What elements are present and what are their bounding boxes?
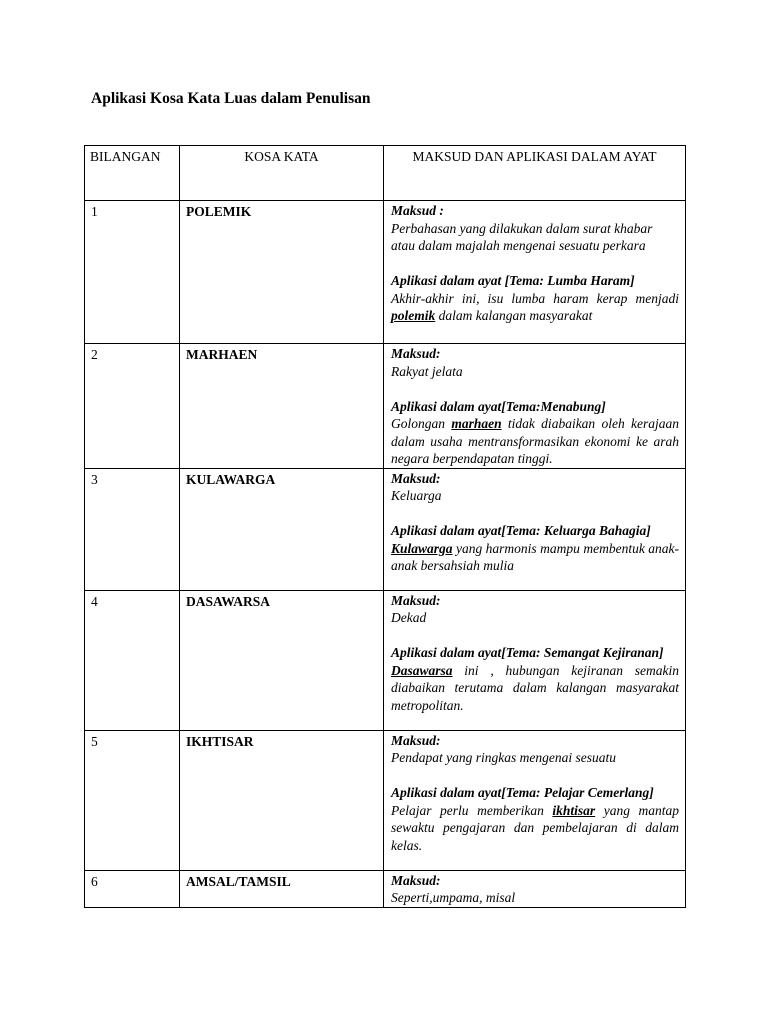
row-number: 2 xyxy=(85,344,180,469)
application-sentence xyxy=(391,662,679,715)
row-number: 4 xyxy=(85,590,180,730)
application-label: Aplikasi dalam ayat[Tema: Pelajar Cemerlang] xyxy=(391,785,654,800)
meaning-text: Seperti,umpama, misal xyxy=(391,890,516,905)
row-meaning-cell xyxy=(384,468,686,590)
row-number: 3 xyxy=(85,468,180,590)
meaning-text: Rakyat jelata xyxy=(391,363,463,379)
meaning-text: Keluarga xyxy=(391,488,442,503)
sentence-keyword: ikhtisar xyxy=(552,802,596,818)
row-meaning-cell xyxy=(384,344,686,469)
meaning-text: Pendapat yang ringkas mengenai sesuatu xyxy=(391,750,616,765)
sentence-after: dalam kalangan masyarakat xyxy=(438,308,593,323)
sentence-keyword: Kulawarga xyxy=(391,540,453,556)
meaning-label: Maksud: xyxy=(391,872,441,888)
table-row xyxy=(85,201,686,344)
table-row xyxy=(85,730,686,870)
application-label: Aplikasi dalam ayat[Tema: Keluarga Bahagia] xyxy=(391,523,651,538)
meaning-text: Dekad xyxy=(391,610,427,625)
table-row xyxy=(85,590,686,730)
application-sentence xyxy=(391,415,679,468)
row-word: DASAWARSA xyxy=(180,590,384,730)
application-sentence xyxy=(391,540,679,575)
meaning-label: Maksud: xyxy=(391,470,441,486)
document-title: Aplikasi Kosa Kata Luas dalam Penulisan xyxy=(91,90,371,107)
row-number: 5 xyxy=(85,730,180,870)
sentence-after: yang mantap sewaktu pengajaran dan pembelajaran di dalam kelas. xyxy=(391,802,680,853)
sentence-keyword: Dasawarsa xyxy=(391,662,453,678)
application-label: Aplikasi dalam ayat[Tema: Semangat Kejiranan] xyxy=(391,645,664,660)
table-row xyxy=(85,344,686,469)
vocabulary-table xyxy=(84,145,686,908)
meaning-label: Maksud: xyxy=(391,732,441,748)
application-label: Aplikasi dalam ayat[Tema:Menabung] xyxy=(391,398,606,414)
table-row xyxy=(85,870,686,907)
row-word: POLEMIK xyxy=(180,201,384,344)
sentence-after: tidak diabaikan oleh kerajaan dalam usaha mentransformasikan ekonomi ke arah negara berpendapatan tinggi. xyxy=(391,416,680,466)
row-meaning-cell xyxy=(384,590,686,730)
row-word: IKHTISAR xyxy=(180,730,384,870)
meaning-label: Maksud : xyxy=(391,203,444,218)
sentence-after: yang harmonis mampu membentuk anak-anak bersahsiah mulia xyxy=(391,540,679,573)
table-header-row xyxy=(85,146,686,201)
row-meaning-cell xyxy=(384,730,686,870)
row-word: KULAWARGA xyxy=(180,468,384,590)
header-number: BILANGAN xyxy=(85,146,180,201)
sentence-before: Pelajar perlu memberikan xyxy=(391,802,544,818)
row-number: 6 xyxy=(85,870,180,907)
application-label: Aplikasi dalam ayat [Tema: Lumba Haram] xyxy=(391,273,635,288)
table-row xyxy=(85,468,686,590)
row-number: 1 xyxy=(85,201,180,344)
header-meaning: MAKSUD DAN APLIKASI DALAM AYAT xyxy=(384,146,686,201)
sentence-keyword: marhaen xyxy=(451,416,502,431)
row-meaning-cell xyxy=(384,201,686,344)
application-sentence xyxy=(391,802,679,855)
row-word: MARHAEN xyxy=(180,344,384,469)
row-meaning-cell xyxy=(384,870,686,907)
sentence-keyword: polemik xyxy=(391,308,436,323)
header-word: KOSA KATA xyxy=(180,146,384,201)
row-word: AMSAL/TAMSIL xyxy=(180,870,384,907)
sentence-after: ini , hubungan kejiranan semakin diabaikan terutama dalam kalangan masyarakat metropolitan. xyxy=(391,662,679,713)
meaning-text: Perbahasan yang dilakukan dalam surat khabar atau dalam majalah mengenai sesuatu perkara xyxy=(391,220,653,253)
sentence-before: Akhir-akhir ini, isu lumba haram kerap menjadi xyxy=(391,290,679,306)
meaning-label: Maksud: xyxy=(391,346,441,361)
sentence-before: Golongan xyxy=(391,416,445,431)
application-sentence xyxy=(391,290,679,325)
meaning-label: Maksud: xyxy=(391,592,441,608)
